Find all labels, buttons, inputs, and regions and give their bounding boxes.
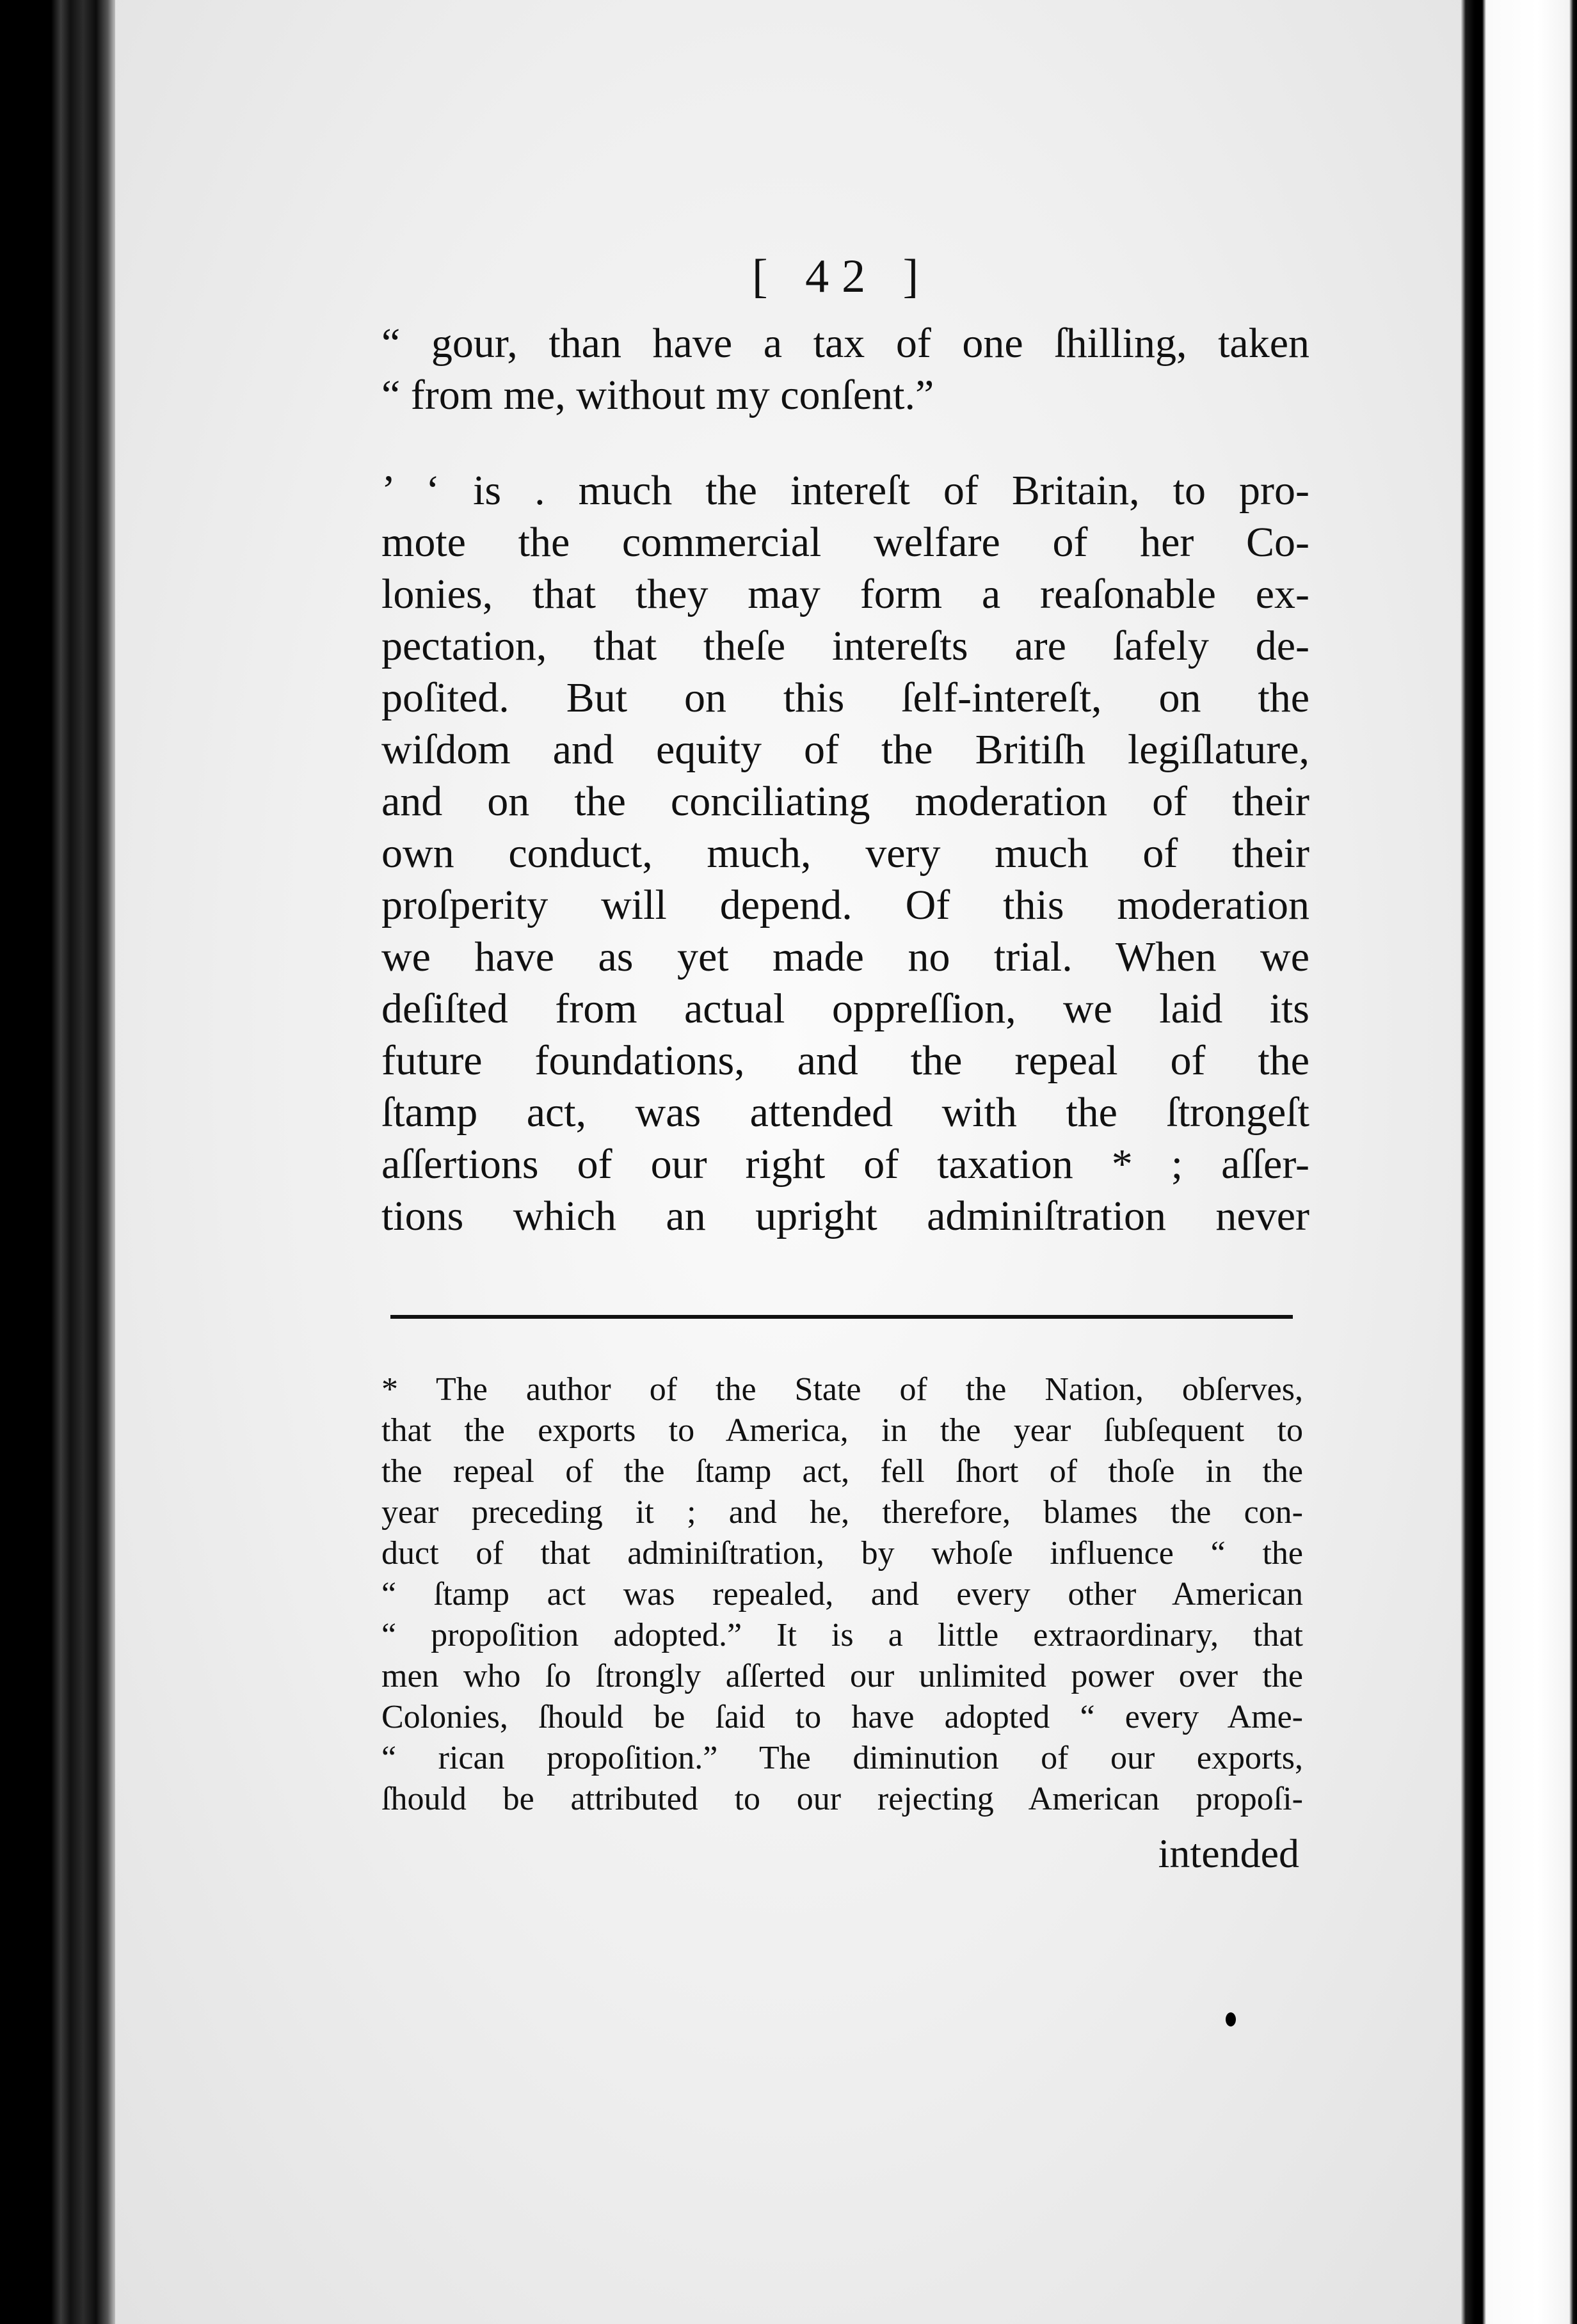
- footnote-line: Colonies, ſhould be ſaid to have adopted “ every Ame-: [381, 1699, 1303, 1735]
- ink-speck: [1226, 2012, 1236, 2026]
- main-text: [381, 317, 1309, 1242]
- footnote-line: ſhould be attributed to our rejecting American propoſi-: [381, 1781, 1303, 1817]
- footnote-line: duct of that adminiſtration, by whoſe influence “ the: [381, 1535, 1303, 1572]
- footnote-line: that the exports to America, in the year ſubſequent to: [381, 1412, 1303, 1449]
- footnote: [381, 1369, 1303, 1820]
- text-line: poſited. But on this ſelf-intereſt, on the: [381, 674, 1309, 721]
- text-line: aſſertions of our right of taxation * ; aſſer-: [381, 1141, 1309, 1188]
- footnote-line: “ rican propoſition.” The diminution of our exports,: [381, 1740, 1303, 1776]
- text-line: “ gour, than have a tax of one ſhilling, taken: [381, 320, 1309, 367]
- footnote-divider: [390, 1315, 1293, 1319]
- catchword: intended: [1158, 1831, 1299, 1876]
- text-line: pectation, that theſe intereſts are ſafely de-: [381, 623, 1309, 669]
- text-line: own conduct, much, very much of their: [381, 830, 1309, 877]
- text-line: ſtamp act, was attended with the ſtrongeſt: [381, 1089, 1309, 1136]
- text-line: deſiſted from actual oppreſſion, we laid its: [381, 985, 1309, 1032]
- footnote-line: “ ſtamp act was repealed, and every other American: [381, 1576, 1303, 1612]
- footnote-line: year preceding it ; and he, therefore, blames the con-: [381, 1494, 1303, 1531]
- text-line: and on the conciliating moderation of their: [381, 778, 1309, 825]
- text-line: future foundations, and the repeal of the: [381, 1037, 1309, 1084]
- text-line: proſperity will depend. Of this moderation: [381, 882, 1309, 928]
- footnote-line: * The author of the State of the Nation, obſerves,: [381, 1371, 1303, 1408]
- text-line: mote the commercial welfare of her Co-: [381, 519, 1309, 566]
- paragraph-break: [381, 421, 1309, 465]
- page-number: [ 42 ]: [752, 250, 932, 303]
- text-line: we have as yet made no trial. When we: [381, 934, 1309, 980]
- text-line: “ from me, without my conſent.”: [381, 372, 934, 418]
- book-fore-edge: [1461, 0, 1577, 2324]
- text-line: ’ ‘ is . much the intereſt of Britain, to pro-: [381, 467, 1309, 514]
- footnote-line: “ propoſition adopted.” It is a little extraordinary, that: [381, 1617, 1303, 1653]
- book-gutter-edge: [0, 0, 115, 2324]
- text-line: tions which an upright adminiſtration never: [381, 1193, 1309, 1239]
- footnote-line: men who ſo ſtrongly aſſerted our unlimited power over the: [381, 1658, 1303, 1694]
- footnote-line: the repeal of the ſtamp act, fell ſhort of thoſe in the: [381, 1453, 1303, 1490]
- text-line: wiſdom and equity of the Britiſh legiſlature,: [381, 726, 1309, 773]
- text-line: lonies, that they may form a reaſonable ex-: [381, 571, 1309, 617]
